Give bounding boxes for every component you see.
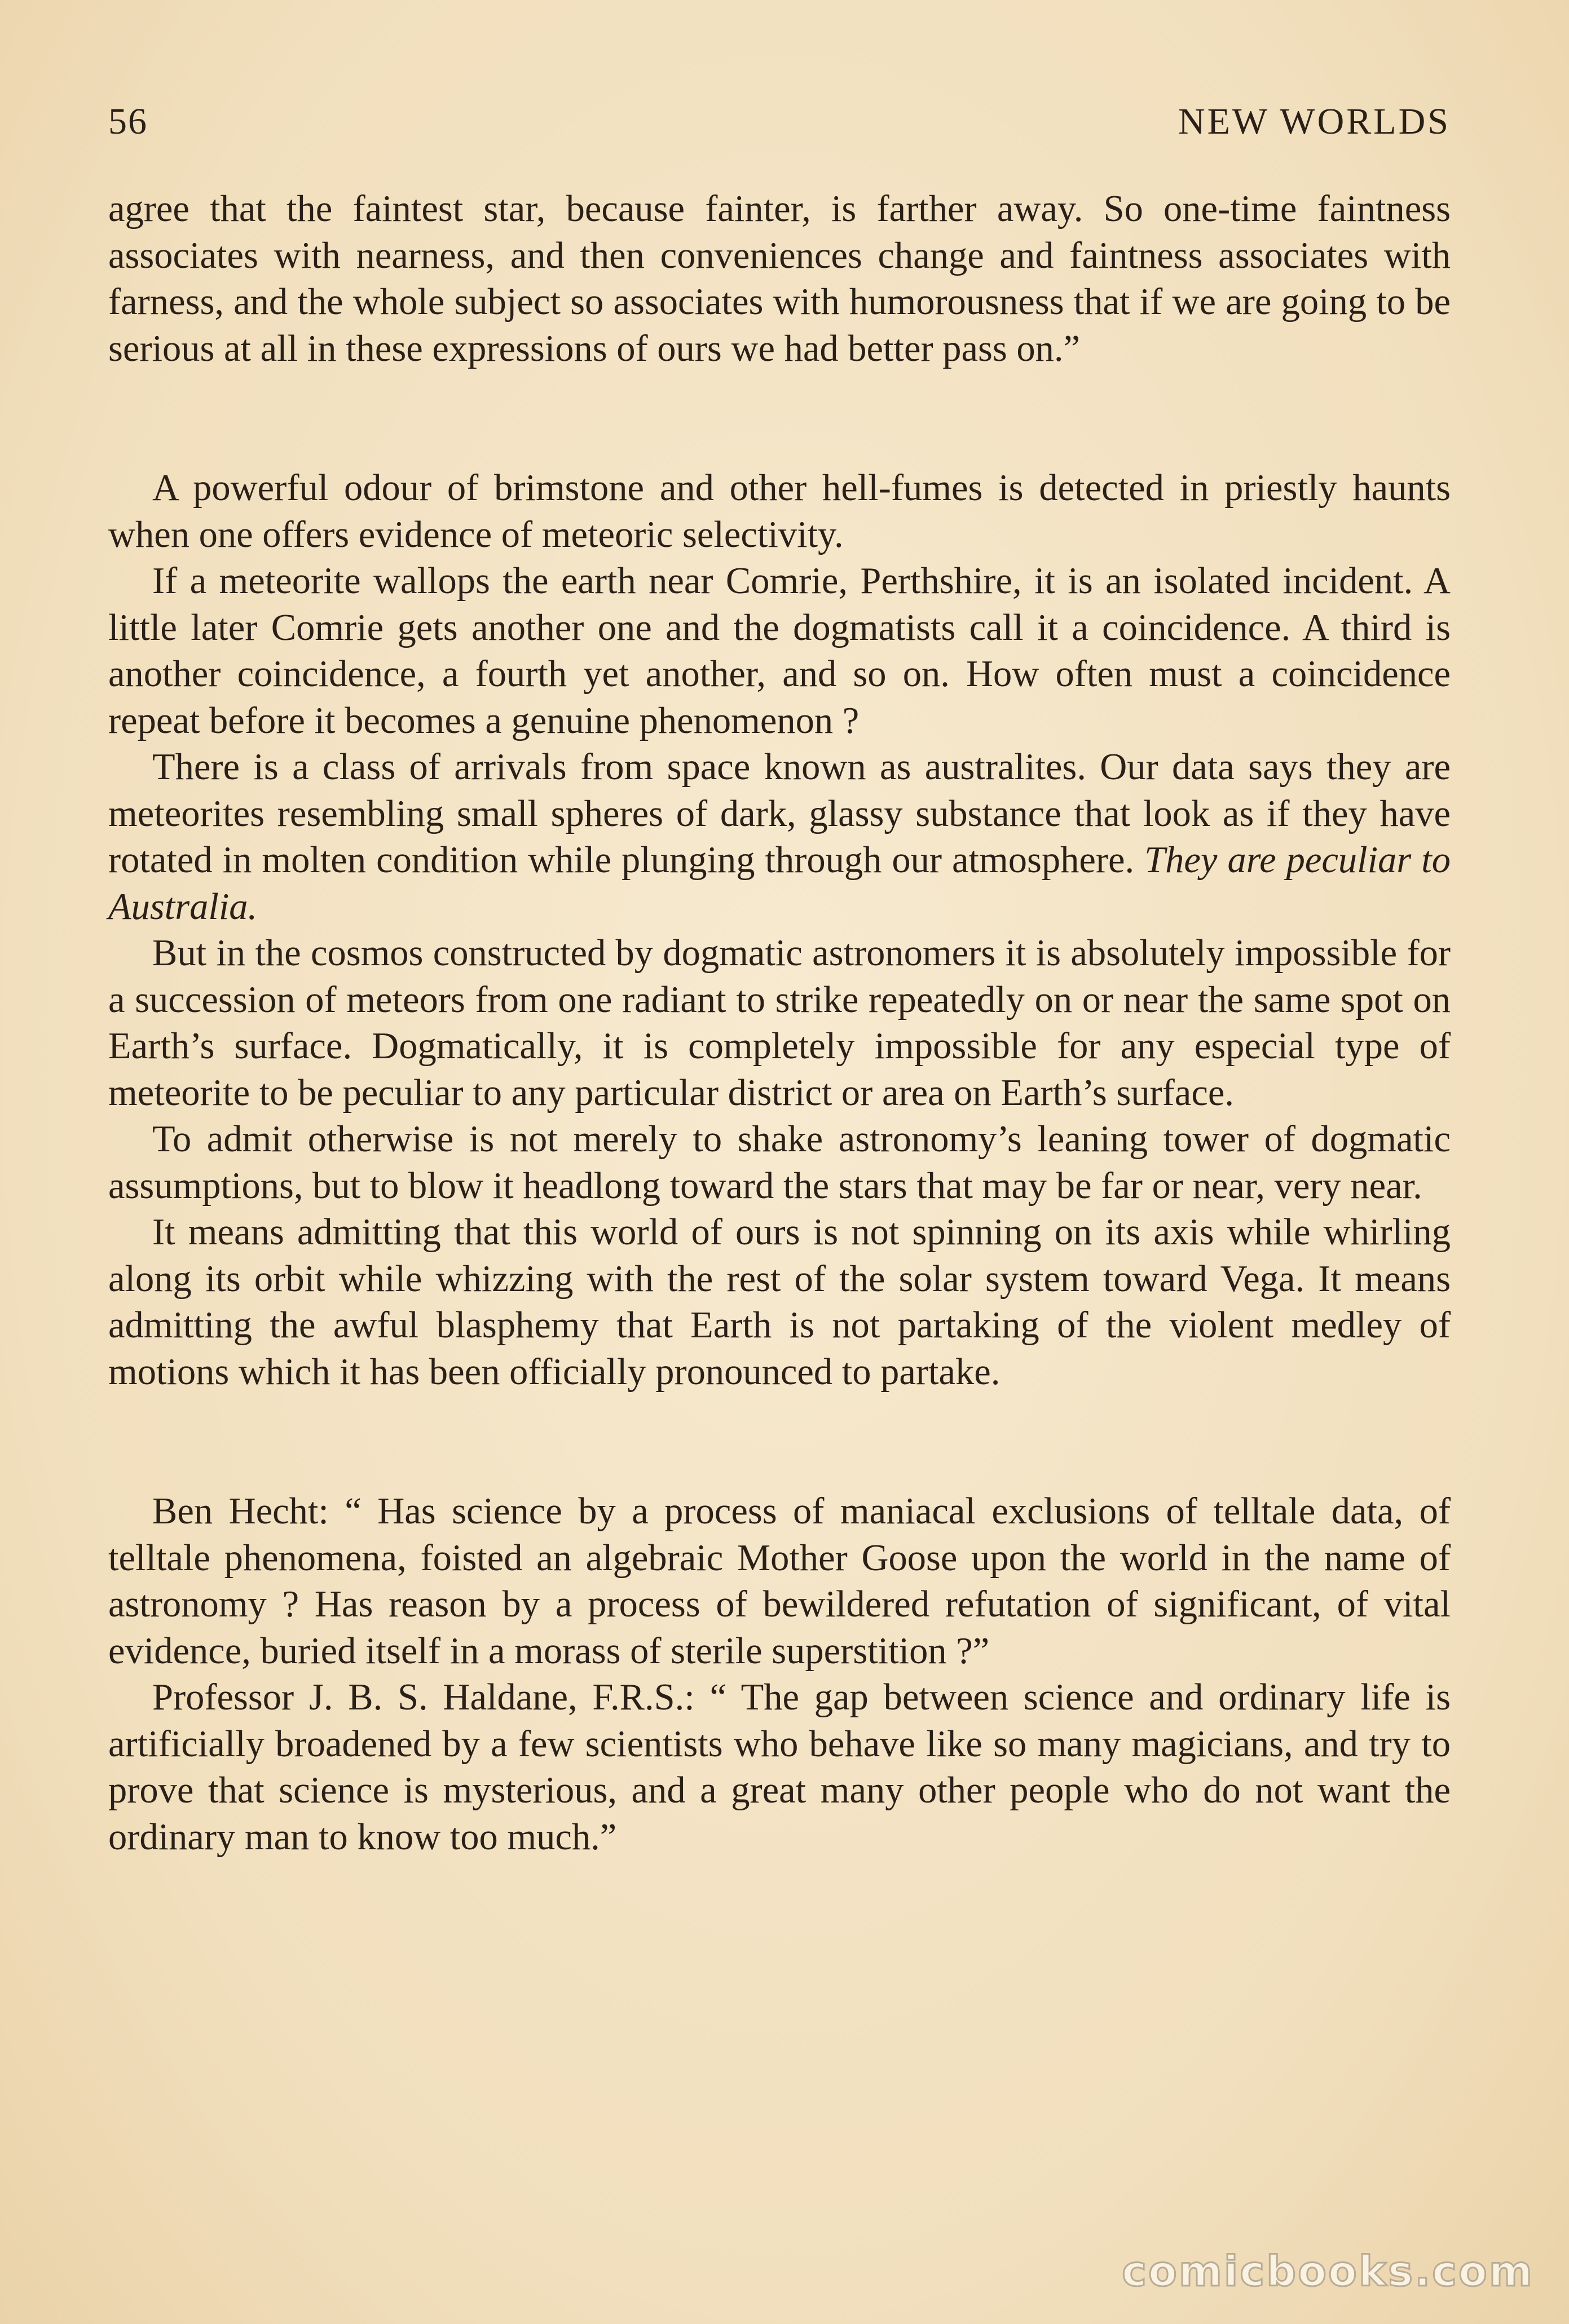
paragraph: It means admitting that this world of ours is not spinning on its axis while whirling along its orbit while whizzing with the rest of the solar system toward Vega. It means admitting the awful blasphemy that Earth is not partaking of the violent medley of motions which it has been officially pronounced to partake. — [108, 1212, 1451, 1393]
quote-paragraph: Professor J. B. S. Haldane, F.R.S.: “ The gap between science and ordinary life is artificially broadened by a few scientists who behave like so many magicians, and try to prove that science is mysterious, and a great many other people who do not want the ordinary man to know too much.” — [108, 1677, 1451, 1858]
paragraph-continued: agree that the faintest star, because fainter, is farther away. So one-time faintness associates with nearness, and then conveniences change and faintness associates with farness, and the whole subject so associates with humorousness that if we are going to be serious at all in these expressions of ours we had better pass on.” — [108, 188, 1451, 369]
book-page — [108, 0, 1451, 2324]
paragraph-australites — [108, 744, 1451, 930]
paragraph: If a meteorite wallops the earth near Comrie, Perthshire, it is an isolated incident. A little later Comrie gets another one and the dogmatists call it a coincidence. A third is another coincidence, a fourth yet another, and so on. How often must a coincidence repeat before it becomes a genuine phenomenon ? — [108, 560, 1451, 741]
italic-emphasis: They are peculiar to Australia. — [108, 840, 1451, 927]
paragraph: But in the cosmos constructed by dogmatic astronomers it is absolutely impossible for a succession of meteors from one radiant to strike repeatedly on or near the same spot on Earth’s surface. Dogmatically, it is completely impossible for any especial type of meteorite to be peculiar to any particular district or area on Earth’s surface. — [108, 933, 1451, 1114]
watermark: comicbooks.com — [1122, 2247, 1534, 2296]
paragraph: To admit otherwise is not merely to shake astronomy’s leaning tower of dogmatic assumptions, but to blow it headlong toward the stars that may be far or near, very near. — [108, 1119, 1451, 1207]
paragraph-text: There is a class of arrivals from space known as australites. Our data says they are meteorites resembling small spheres of dark, glassy substance that look as if they have rotated in molten condition while plunging through our atmosphere. — [108, 746, 1451, 881]
paragraph: A powerful odour of brimstone and other hell-fumes is detected in priestly haunts when one offers evidence of meteoric selectivity. — [108, 467, 1451, 555]
page-number: 56 — [108, 101, 148, 142]
running-head — [108, 100, 1451, 151]
section-break — [108, 372, 1451, 465]
body-text — [108, 186, 1451, 1861]
section-break — [108, 1395, 1451, 1488]
quote-paragraph: Ben Hecht: “ Has science by a process of maniacal exclusions of telltale data, of telltale phenomena, foisted an algebraic Mother Goose upon the world in the name of astronomy ? Has reason by a process of bewildered refutation of significant, of vital evidence, buried itself in a morass of sterile superstition ?” — [108, 1491, 1451, 1672]
running-title: NEW WORLDS — [1178, 101, 1451, 142]
